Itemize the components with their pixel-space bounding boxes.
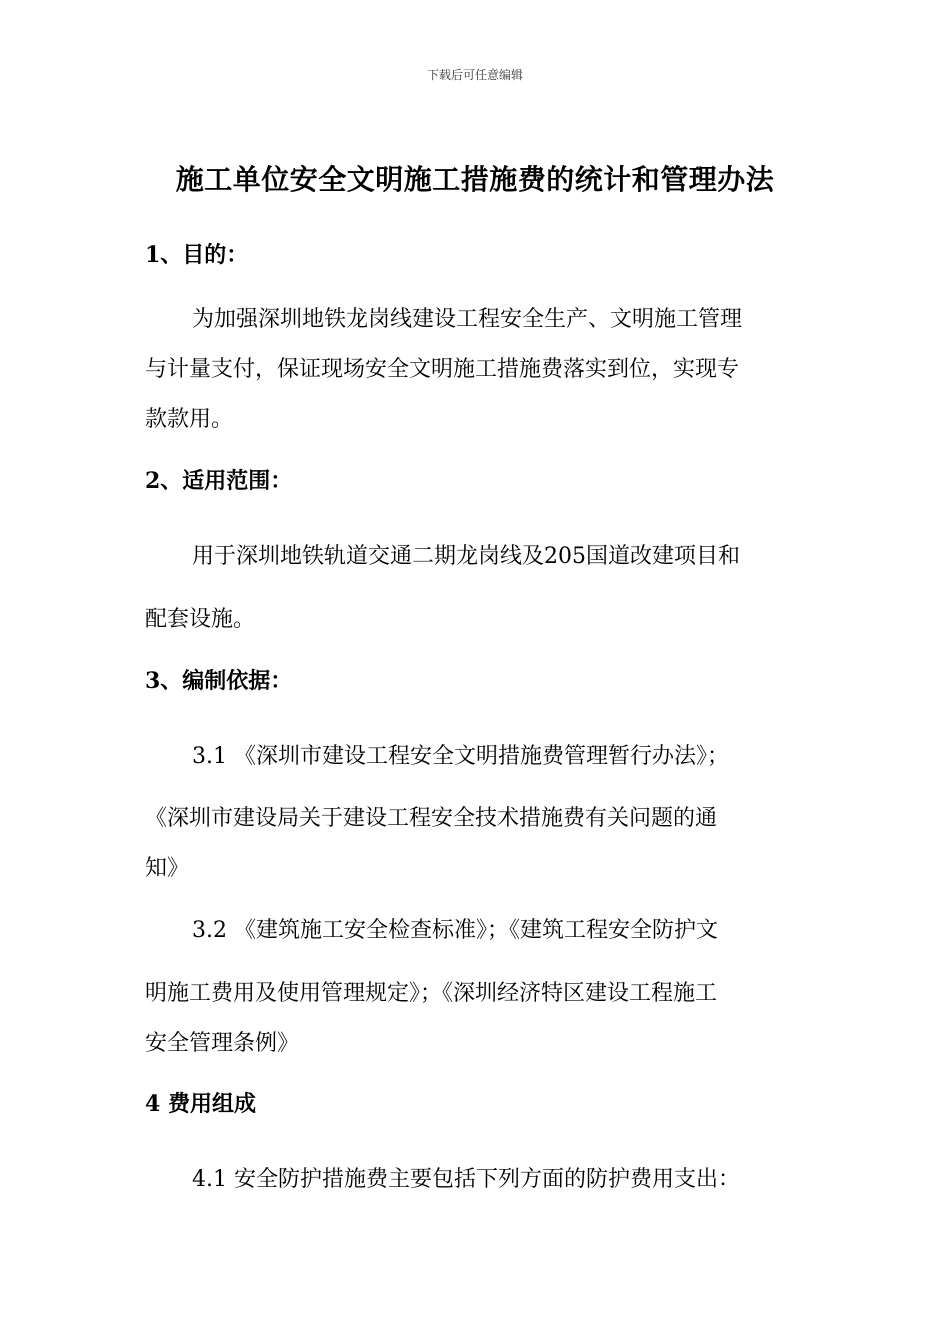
section-3-item-1-line-3: 知》 xyxy=(145,856,190,881)
header-note: 下载后可任意编辑 xyxy=(426,68,523,82)
section-3-item-1-line-1: 3.1 《深圳市建设工程安全文明措施费管理暂行办法》； xyxy=(192,744,729,769)
section-1-heading: 1、目的： xyxy=(145,242,249,268)
section-3-item-1-line-2: 《深圳市建设局关于建设工程安全技术措施费有关问题的通 xyxy=(145,806,718,831)
section-2-line-2: 配套设施。 xyxy=(145,607,256,632)
document-title: 施工单位安全文明施工措施费的统计和管理办法 xyxy=(175,163,775,196)
section-4-line-1: 4.1 安全防护措施费主要包括下列方面的防护费用支出： xyxy=(192,1167,740,1192)
section-4-heading: 4 费用组成 xyxy=(145,1091,256,1117)
section-3-item-2-line-3: 安全管理条例》 xyxy=(145,1031,300,1056)
section-1-line-2: 与计量支付，保证现场安全文明施工措施费落实到位，实现专 xyxy=(145,357,740,382)
section-3-item-2-line-2: 明施工费用及使用管理规定》；《深圳经济特区建设工程施工 xyxy=(145,981,718,1006)
section-1-line-3: 款款用。 xyxy=(145,407,234,432)
section-3-item-2-line-1: 3.2 《建筑施工安全检查标准》；《建筑工程安全防护文 xyxy=(192,918,718,943)
section-2-heading: 2、适用范围： xyxy=(145,468,293,494)
section-2-line-1: 用于深圳地铁轨道交通二期龙岗线及205国道改建项目和 xyxy=(192,544,740,569)
section-3-heading: 3、编制依据： xyxy=(145,668,293,694)
section-1-line-1: 为加强深圳地铁龙岗线建设工程安全生产、文明施工管理 xyxy=(192,307,743,332)
